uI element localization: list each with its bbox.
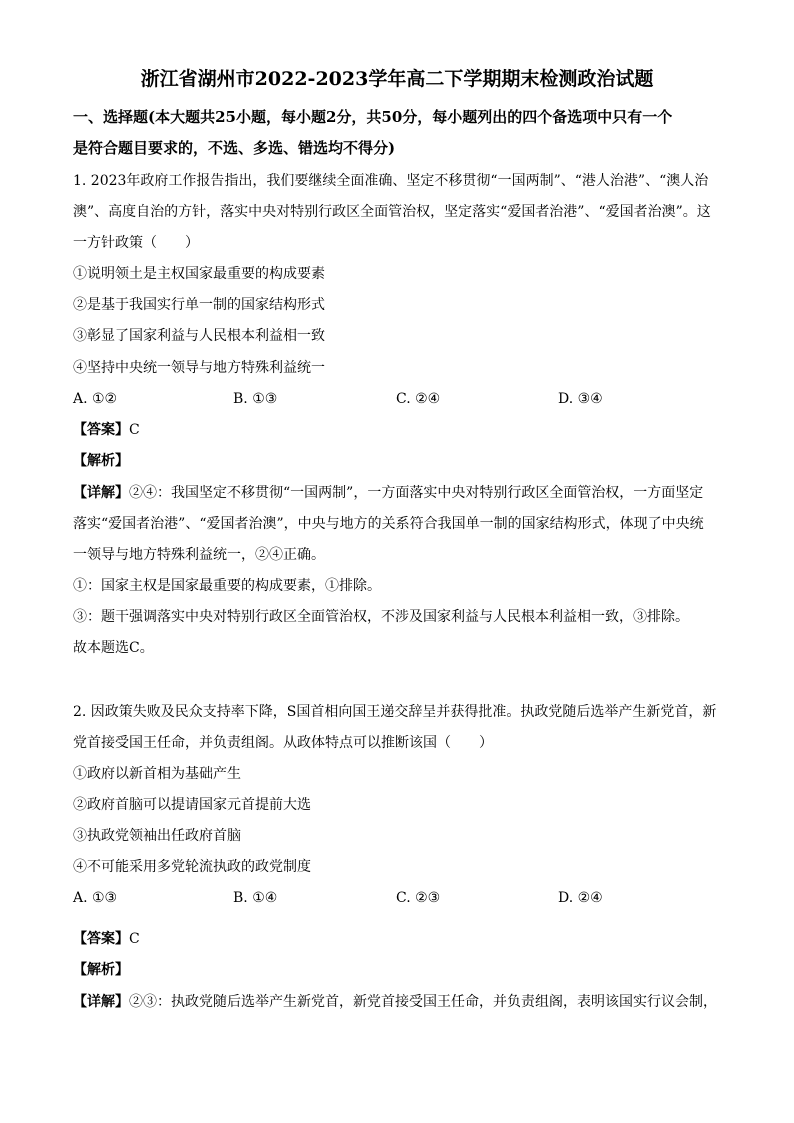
document-title: 浙江省湖州市2022-2023学年高二下学期期末检测政治试题 bbox=[140, 68, 654, 90]
q1-item-1: ①说明领土是主权国家最重要的构成要素 bbox=[73, 266, 325, 282]
q1-detail-line-5: ③：题干强调落实中央对特别行政区全面管治权，不涉及国家利益与人民根本利益相一致，③排除。 bbox=[73, 609, 689, 625]
q2-option-a: A. ①③ bbox=[73, 890, 118, 906]
q1-stem-line-3: 一方针政策（ ） bbox=[73, 235, 199, 251]
q1-stem-line-2: 澳”、高度自治的方针，落实中央对特别行政区全面管治权，坚定落实“爱国者治港”、“爱国者治澳”。这 bbox=[73, 204, 711, 220]
q2-analysis-tag: 【解析】 bbox=[73, 962, 129, 978]
q1-stem-line-1: 1. 2023年政府工作报告指出，我们要继续全面准确、坚定不移贯彻“一国两制”、“港人治港”、“澳人治 bbox=[73, 173, 709, 189]
q1-analysis-tag: 【解析】 bbox=[73, 453, 129, 469]
q1-answer-tag: 【答案】 bbox=[73, 422, 129, 438]
q1-detail-text-1: ②④：我国坚定不移贯彻“一国两制”，一方面落实中央对特别行政区全面管治权，一方面坚定 bbox=[129, 485, 704, 501]
q1-option-b: B. ①③ bbox=[233, 391, 278, 407]
q1-detail-line-3: 一领导与地方特殊利益统一，②④正确。 bbox=[73, 547, 325, 563]
q1-detail-line-2: 落实“爱国者治港”、“爱国者治澳”，中央与地方的关系符合我国单一制的国家结构形式，体现了中央统 bbox=[73, 516, 704, 532]
q1-item-2: ②是基于我国实行单一制的国家结构形式 bbox=[73, 297, 325, 313]
q2-option-c: C. ②③ bbox=[396, 890, 441, 906]
q1-item-4: ④坚持中央统一领导与地方特殊利益统一 bbox=[73, 360, 325, 376]
q1-answer-value: C bbox=[129, 422, 140, 438]
q2-option-b: B. ①④ bbox=[233, 890, 278, 906]
section-heading-line-2: 是符合题目要求的，不选、多选、错选均不得分) bbox=[73, 139, 396, 157]
q1-detail-tag: 【详解】 bbox=[73, 485, 129, 501]
q2-detail-tag: 【详解】 bbox=[73, 994, 129, 1010]
q2-detail-text-1: ②③：执政党随后选举产生新党首，新党首接受国王任命，并负责组阁，表明该国实行议会制， bbox=[129, 994, 717, 1010]
q2-item-2: ②政府首脑可以提请国家元首提前大选 bbox=[73, 797, 311, 813]
q1-option-a: A. ①② bbox=[73, 391, 118, 407]
q1-option-c: C. ②④ bbox=[396, 391, 441, 407]
q1-option-d: D. ③④ bbox=[558, 391, 603, 407]
q1-detail-line-6: 故本题选C。 bbox=[73, 640, 154, 656]
q2-answer-tag: 【答案】 bbox=[73, 931, 129, 947]
q2-answer bbox=[73, 929, 140, 949]
q2-stem-line-1: 2. 因政策失败及民众支持率下降，S国首相向国王递交辞呈并获得批准。执政党随后选举产生新党首，新 bbox=[73, 704, 717, 720]
q2-item-3: ③执政党领袖出任政府首脑 bbox=[73, 828, 241, 844]
q2-item-4: ④不可能采用多党轮流执政的政党制度 bbox=[73, 859, 311, 875]
q2-detail-line-1 bbox=[73, 992, 717, 1012]
q1-detail-line-4: ①：国家主权是国家最重要的构成要素，①排除。 bbox=[73, 578, 381, 594]
q2-answer-value: C bbox=[129, 931, 140, 947]
q1-item-3: ③彰显了国家利益与人民根本利益相一致 bbox=[73, 328, 325, 344]
section-heading-line-1: 一、选择题(本大题共25小题，每小题2分，共50分，每小题列出的四个备选项中只有一个 bbox=[73, 108, 673, 126]
q1-detail-line-1 bbox=[73, 483, 703, 503]
q1-answer bbox=[73, 420, 140, 440]
q2-option-d: D. ②④ bbox=[558, 890, 603, 906]
q2-stem-line-2: 党首接受国王任命，并负责组阁。从政体特点可以推断该国（ ） bbox=[73, 735, 493, 751]
q2-item-1: ①政府以新首相为基础产生 bbox=[73, 766, 241, 782]
